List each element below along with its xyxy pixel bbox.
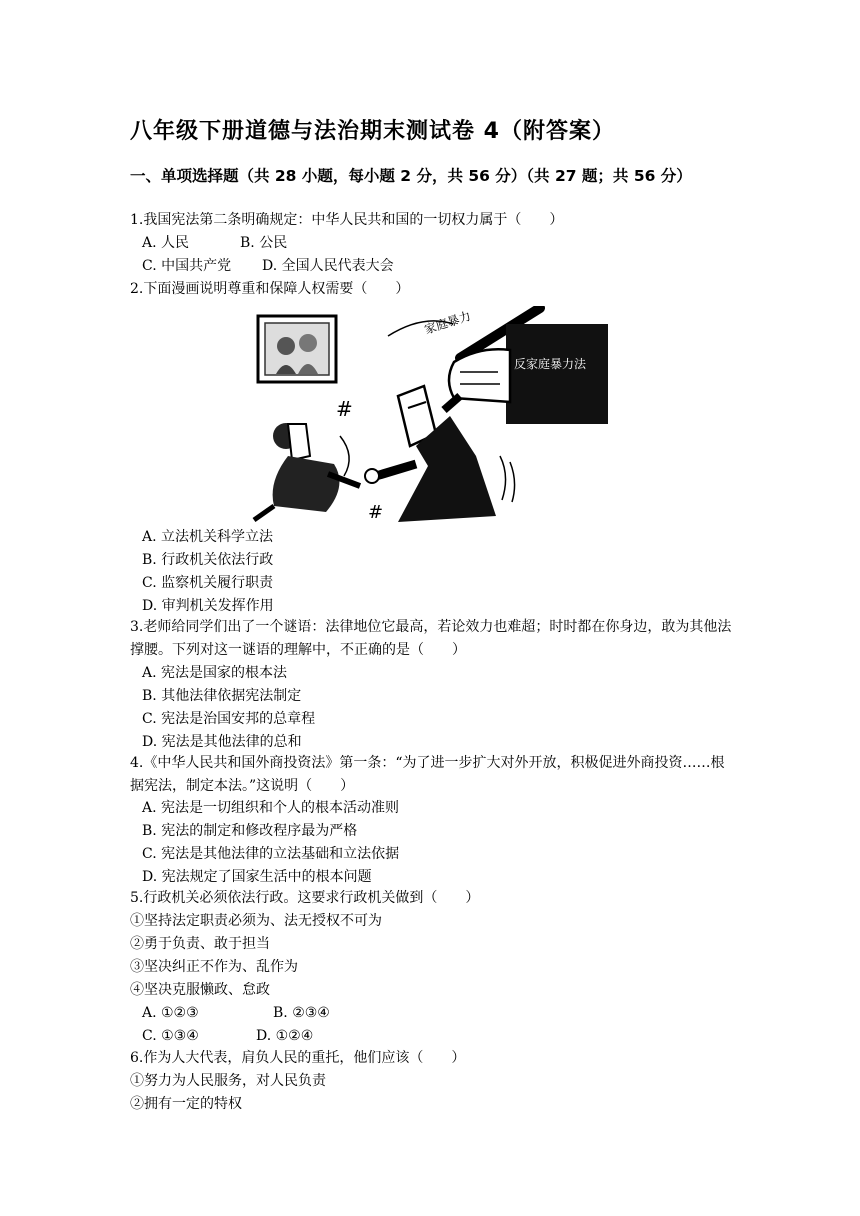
q3-option-b: B. 其他法律依据宪法制定 — [142, 688, 302, 704]
q2-option-d: D. 审判机关发挥作用 — [142, 598, 274, 614]
q1-option-c: C. 中国共产党 — [142, 258, 232, 274]
q2-option-a: A. 立法机关科学立法 — [142, 529, 274, 545]
q5-option-c: C. ①③④ — [142, 1028, 199, 1044]
page-title: 八年级下册道德与法治期末测试卷 4（附答案） — [130, 119, 615, 144]
q4-option-b: B. 宪法的制定和修改程序最为严格 — [142, 823, 358, 839]
section-heading: 一、单项选择题（共 28 小题，每小题 2 分，共 56 分）（共 27 题；共 56 分） — [130, 167, 692, 185]
q2-option-c: C. 监察机关履行职责 — [142, 575, 274, 591]
q4-option-d: D. 宪法规定了国家生活中的根本问题 — [142, 869, 372, 885]
domestic-violence-comic — [248, 306, 608, 526]
q6-statement-2: ②拥有一定的特权 — [130, 1096, 242, 1112]
q1-option-b: B. 公民 — [240, 235, 288, 251]
question-4-stem: 4.《中华人民共和国外商投资法》第一条：“为了进一步扩大对外开放，积极促进外商投资……根据宪法，制定本法。”这说明（ ） — [130, 755, 725, 794]
q4-option-c: C. 宪法是其他法律的立法基础和立法依据 — [142, 846, 400, 862]
question-5-stem: 5.行政机关必须依法行政。这要求行政机关做到（ ） — [130, 890, 480, 906]
q5-statement-4: ④坚决克服懒政、怠政 — [130, 982, 270, 998]
q3-option-d: D. 宪法是其他法律的总和 — [142, 734, 302, 750]
q2-option-b: B. 行政机关依法行政 — [142, 552, 274, 568]
q5-option-d: D. ①②④ — [256, 1028, 314, 1044]
question-2-stem: 2.下面漫画说明尊重和保障人权需要（ ） — [130, 281, 410, 297]
q1-option-a: A. 人民 — [142, 235, 190, 251]
q6-statement-1: ①努力为人民服务，对人民负责 — [130, 1073, 326, 1089]
question-3-stem: 3.老师给同学们出了一个谜语：法律地位它最高，若论效力也难超；时时都在你身边，敢为其他法撑腰。下列对这一谜语的理解中，不正确的是（ ） — [130, 619, 732, 658]
q3-option-c: C. 宪法是治国安邦的总章程 — [142, 711, 316, 727]
q4-option-a: A. 宪法是一切组织和个人的根本活动准则 — [142, 800, 400, 816]
q5-option-a: A. ①②③ — [142, 1005, 199, 1021]
q5-statement-1: ①坚持法定职责必须为、法无授权不可为 — [130, 913, 382, 929]
q3-option-a: A. 宪法是国家的根本法 — [142, 665, 288, 681]
q5-statement-3: ③坚决纠正不作为、乱作为 — [130, 959, 298, 975]
question-6-stem: 6.作为人大代表，肩负人民的重托，他们应该（ ） — [130, 1050, 466, 1066]
comic-label-violence: 家庭暴力 — [422, 308, 473, 337]
comic-label-law: 反家庭暴力法 — [514, 357, 587, 371]
svg-text:#: # — [368, 502, 384, 523]
q5-option-b: B. ②③④ — [273, 1005, 330, 1021]
q5-statement-2: ②勇于负责、敢于担当 — [130, 936, 270, 952]
svg-text:#: # — [336, 397, 353, 421]
question-1-stem: 1.我国宪法第二条明确规定：中华人民共和国的一切权力属于（ ） — [130, 212, 564, 228]
q1-option-d: D. 全国人民代表大会 — [262, 258, 394, 274]
